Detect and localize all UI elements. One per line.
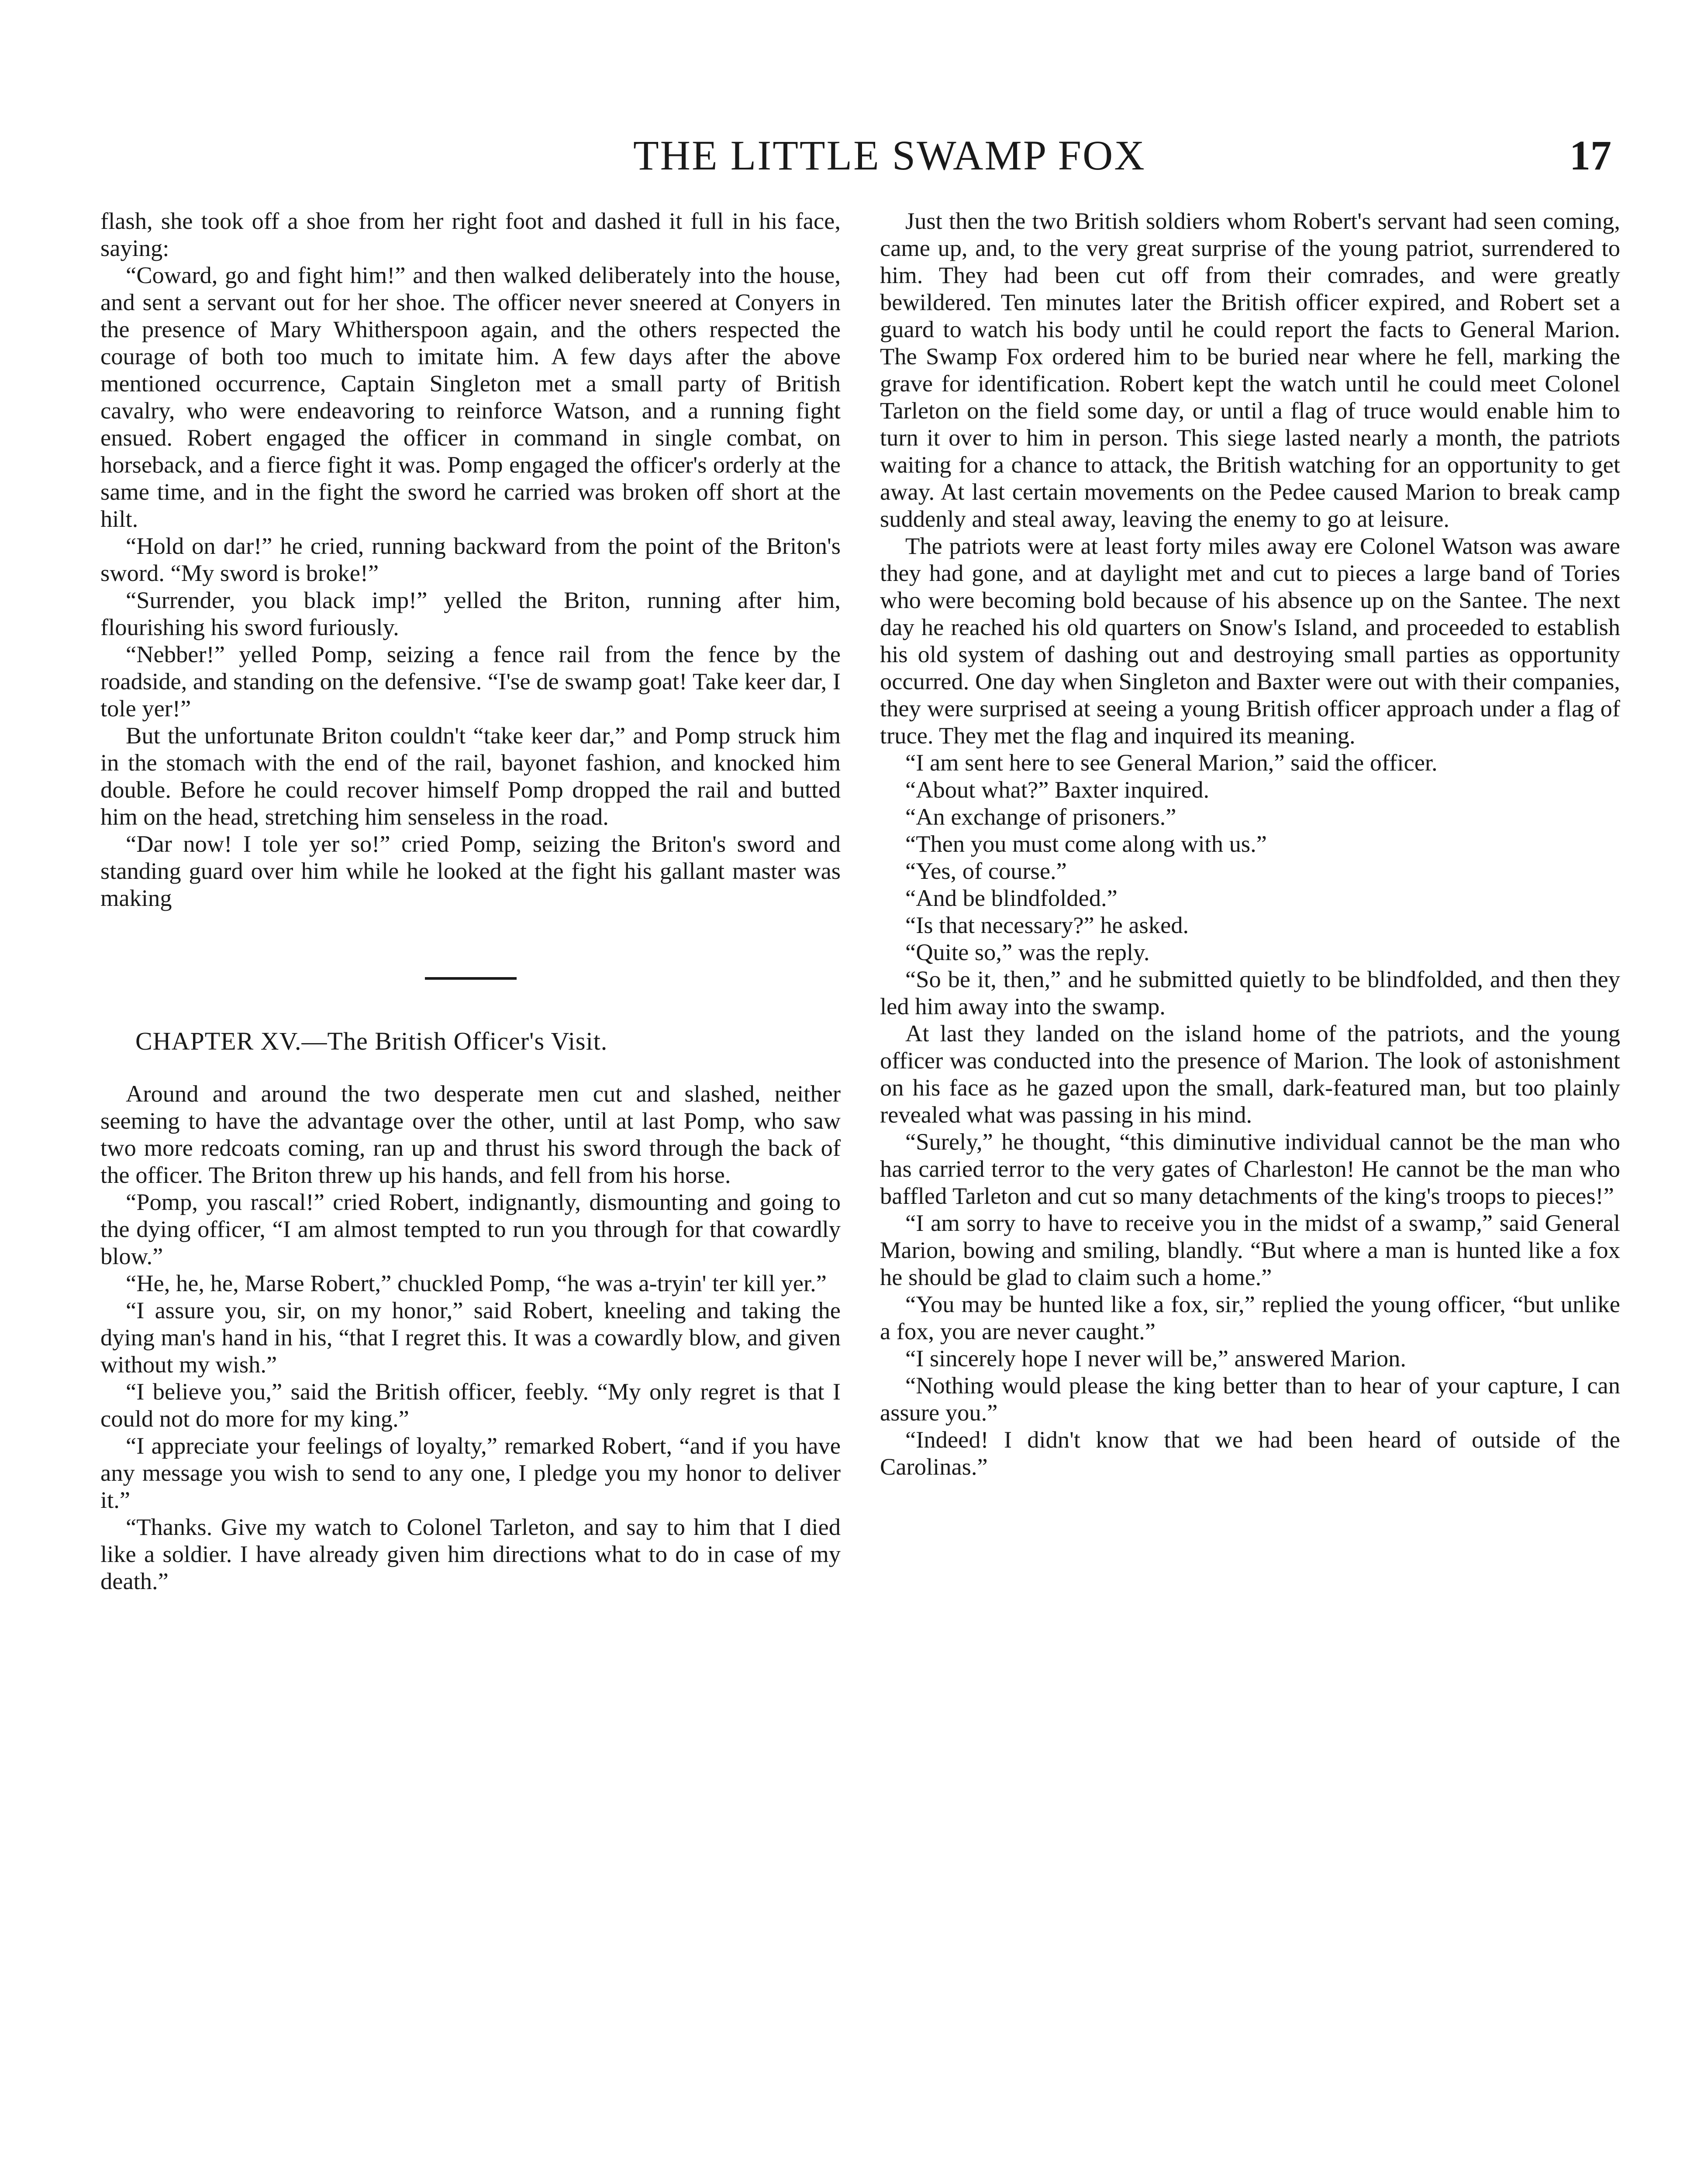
paragraph: “Nothing would please the king better than to hear of your capture, I can assure you.” <box>880 1372 1620 1426</box>
paragraph: “Then you must come along with us.” <box>905 830 1267 857</box>
paragraph: “He, he, he, Marse Robert,” chuckled Pomp, “he was a-tryin' ter kill yer.” <box>126 1270 827 1296</box>
paragraph: “An exchange of prisoners.” <box>905 803 1176 830</box>
paragraph: “Pomp, you rascal!” cried Robert, indignantly, dismounting and going to the dying officer, “I am almost tempted to run you through for that cowardly blow.” <box>100 1189 841 1269</box>
chapter-heading: CHAPTER XV.—The British Officer's Visit. <box>135 1027 608 1055</box>
right-column <box>880 207 1620 1480</box>
paragraph: “So be it, then,” and he submitted quietly to be blindfolded, and then they led him away into the swamp. <box>880 966 1620 1019</box>
section-divider <box>425 977 517 980</box>
paragraph: “Nebber!” yelled Pomp, seizing a fence rail from the fence by the roadside, and standing on the defensive. “I'se de swamp goat! Take keer dar, I tole yer!” <box>100 641 841 722</box>
paragraph: “I am sent here to see General Marion,” said the officer. <box>905 749 1438 776</box>
page-header <box>100 131 1620 197</box>
paragraph: “Is that necessary?” he asked. <box>905 912 1189 938</box>
paragraph: “I believe you,” said the British officer, feebly. “My only regret is that I could not do more for my king.” <box>100 1378 841 1432</box>
paragraph: “Surrender, you black imp!” yelled the Briton, running after him, flourishing his sword furiously. <box>100 587 841 640</box>
paragraph: “Indeed! I didn't know that we had been heard of outside of the Carolinas.” <box>880 1426 1620 1480</box>
section-gap <box>100 912 841 977</box>
page-number: 17 <box>1569 132 1611 179</box>
paragraph: “Hold on dar!” he cried, running backward from the point of the Briton's sword. “My sword is broke!” <box>100 532 841 586</box>
paragraph: “Surely,” he thought, “this diminutive individual cannot be the man who has carried terror to the very gates of Charleston! He cannot be the man who baffled Tarleton and cut so many detachments of the king's troops to pieces!” <box>880 1128 1620 1209</box>
paragraph: “I assure you, sir, on my honor,” said Robert, kneeling and taking the dying man's hand in his, “that I regret this. It was a cowardly blow, and given without my wish.” <box>100 1297 841 1378</box>
paragraph: At last they landed on the island home of the patriots, and the young officer was conducted into the presence of Marion. The look of astonishment on his face as he gazed upon the small, dark-featured man, but too plainly revealed what was passing in his mind. <box>880 1020 1620 1128</box>
paragraph: Around and around the two desperate men cut and slashed, neither seeming to have the advantage over the other, until at last Pomp, who saw two more redcoats coming, ran up and thrust his sword through the back of the officer. The Briton threw up his hands, and fell from his horse. <box>100 1080 841 1188</box>
paragraph: “Quite so,” was the reply. <box>905 939 1150 965</box>
left-column <box>100 207 841 1595</box>
paragraph: “Coward, go and fight him!” and then walked deliberately into the house, and sent a servant out for her shoe. The officer never sneered at Conyers in the presence of Mary Whitherspoon again, and the others respected the courage of both too much to imitate him. A few days after the above mentioned occurrence, Captain Singleton met a small party of British cavalry, who were endeavoring to reinforce Watson, and a running fight ensued. Robert engaged the officer in command in single combat, on horseback, and a fierce fight it was. Pomp engaged the officer's orderly at the same time, and in the fight the sword he carried was broken off short at the hilt. <box>100 262 841 532</box>
paragraph: The patriots were at least forty miles away ere Colonel Watson was aware they had gone, and at daylight met and cut to pieces a large band of Tories who were becoming bold because of his absence up on the Santee. The next day he reached his old quarters on Snow's Island, and proceeded to establish his old system of dashing out and destroying small parties as opportunity occurred. One day when Singleton and Baxter were out with their companies, they were surprised at seeing a young British officer approach under a flag of truce. They met the flag and inquired its meaning. <box>880 532 1620 749</box>
paragraph: flash, she took off a shoe from her right foot and dashed it full in his face, saying: <box>100 207 841 261</box>
paragraph: But the unfortunate Briton couldn't “take keer dar,” and Pomp struck him in the stomach with the end of the rail, bayonet fashion, and knocked him double. Before he could recover himself Pomp dropped the rail and butted him on the head, stretching him senseless in the road. <box>100 722 841 830</box>
paragraph: “Yes, of course.” <box>905 857 1067 884</box>
paragraph: “I am sorry to have to receive you in the midst of a swamp,” said General Marion, bowing and smiling, blandly. “But where a man is hunted like a fox he should be glad to claim such a home.” <box>880 1209 1620 1290</box>
paragraph: “I appreciate your feelings of loyalty,” remarked Robert, “and if you have any message you wish to send to any one, I pledge you my honor to deliver it.” <box>100 1432 841 1513</box>
paragraph: “Thanks. Give my watch to Colonel Tarleton, and say to him that I died like a soldier. I have already given him directions what to do in case of my death.” <box>100 1514 841 1594</box>
paragraph: “And be blindfolded.” <box>905 885 1118 911</box>
running-head: THE LITTLE SWAMP FOX <box>633 132 1146 179</box>
paragraph: “Dar now! I tole yer so!” cried Pomp, seizing the Briton's sword and standing guard over him while he looked at the fight his gallant master was making <box>100 830 841 911</box>
paragraph: “I sincerely hope I never will be,” answered Marion. <box>905 1345 1407 1372</box>
paragraph: Just then the two British soldiers whom Robert's servant had seen coming, came up, and, to the very great surprise of the young patriot, surrendered to him. They had been cut off from their comrades, and were greatly bewildered. Ten minutes later the British officer expired, and Robert set a guard to watch his body until he could report the facts to General Marion. The Swamp Fox ordered him to be buried near where he fell, marking the grave for identification. Robert kept the watch until he could meet Colonel Tarleton on the field some day, or until a flag of truce would enable him to turn it over to him in person. This siege lasted nearly a month, the patriots waiting for a chance to attack, the British watching for an opportunity to get away. At last certain movements on the Pedee caused Marion to break camp suddenly and steal away, leaving the enemy to go at leisure. <box>880 207 1620 532</box>
paragraph: “You may be hunted like a fox, sir,” replied the young officer, “but unlike a fox, you are never caught.” <box>880 1291 1620 1344</box>
paragraph: “About what?” Baxter inquired. <box>905 776 1210 803</box>
